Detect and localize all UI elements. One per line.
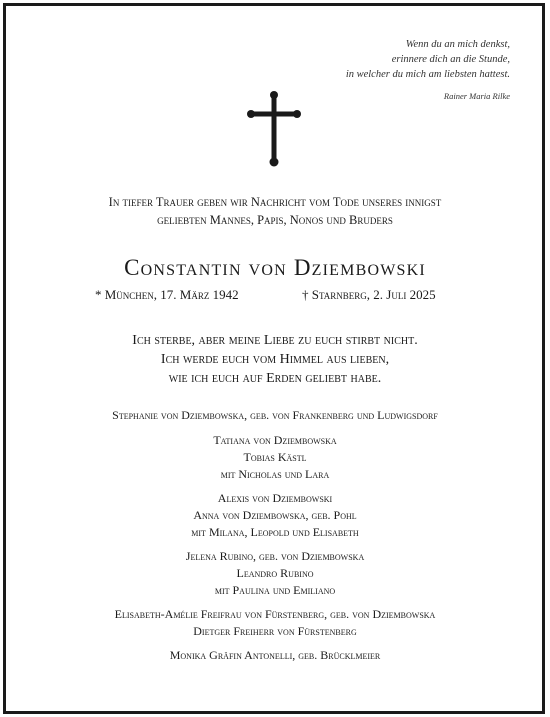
deceased-name: Constantin von Dziembowski [124,255,426,280]
mourner-line: mit Paulina und Emiliano [214,583,336,597]
farewell-motto [0,331,550,388]
latin-cross-icon [247,90,301,168]
quote-line-1: Wenn du an mich denkst, [405,39,510,50]
intro-line-1: In tiefer Trauer geben wir Nachricht vom Tode unseres innigst [108,195,442,209]
rilke-quote [346,37,510,104]
family-group [0,432,550,483]
family-group [0,606,550,640]
family-group [0,407,550,424]
quote-line-2: erinnere dich an die Stunde, [391,54,510,65]
motto-line-2: Ich werde euch vom Himmel aus lieben, [160,352,390,367]
mourner-line: Tatiana von Dziembowska [213,433,337,447]
intro-line-2: geliebten Mannes, Papis, Nonos und Bruders [157,213,393,227]
mourner-line: Alexis von Dziembowski [217,491,333,505]
mourner-line: Anna von Dziembowska, geb. Pohl [193,508,357,522]
announcement-intro [0,193,550,229]
mourner-line: mit Nicholas und Lara [220,467,330,481]
quote-author: Rainer Maria Rilke [443,91,510,101]
mourner-line: Monika Gräfin Antonelli, geb. Brücklmeier [169,648,381,662]
motto-line-1: Ich sterbe, aber meine Liebe zu euch stirbt nicht. [132,333,418,348]
family-group [0,647,550,664]
mourner-line: Tobias Kästl [243,450,307,464]
mourners-list [0,407,550,671]
mourner-line: Dietger Freiherr von Fürstenberg [193,624,357,638]
family-group [0,548,550,599]
death-date: † Starnberg, 2. Juli 2025 [302,287,436,302]
birth-date: * München, 17. März 1942 [95,287,239,302]
mourner-line: mit Milana, Leopold und Elisabeth [191,525,359,539]
quote-line-3: in welcher du mich am liebsten hattest. [345,69,510,80]
mourner-line: Stephanie von Dziembowska, geb. von Frankenberg und Ludwigsdorf [112,408,438,422]
motto-line-3: wie ich euch auf Erden geliebt habe. [168,371,382,386]
family-group [0,490,550,541]
mourner-line: Elisabeth-Amélie Freifrau von Fürstenberg, geb. von Dziembowska [114,607,436,621]
mourner-line: Jelena Rubino, geb. von Dziembowska [185,549,365,563]
mourner-line: Leandro Rubino [236,566,314,580]
